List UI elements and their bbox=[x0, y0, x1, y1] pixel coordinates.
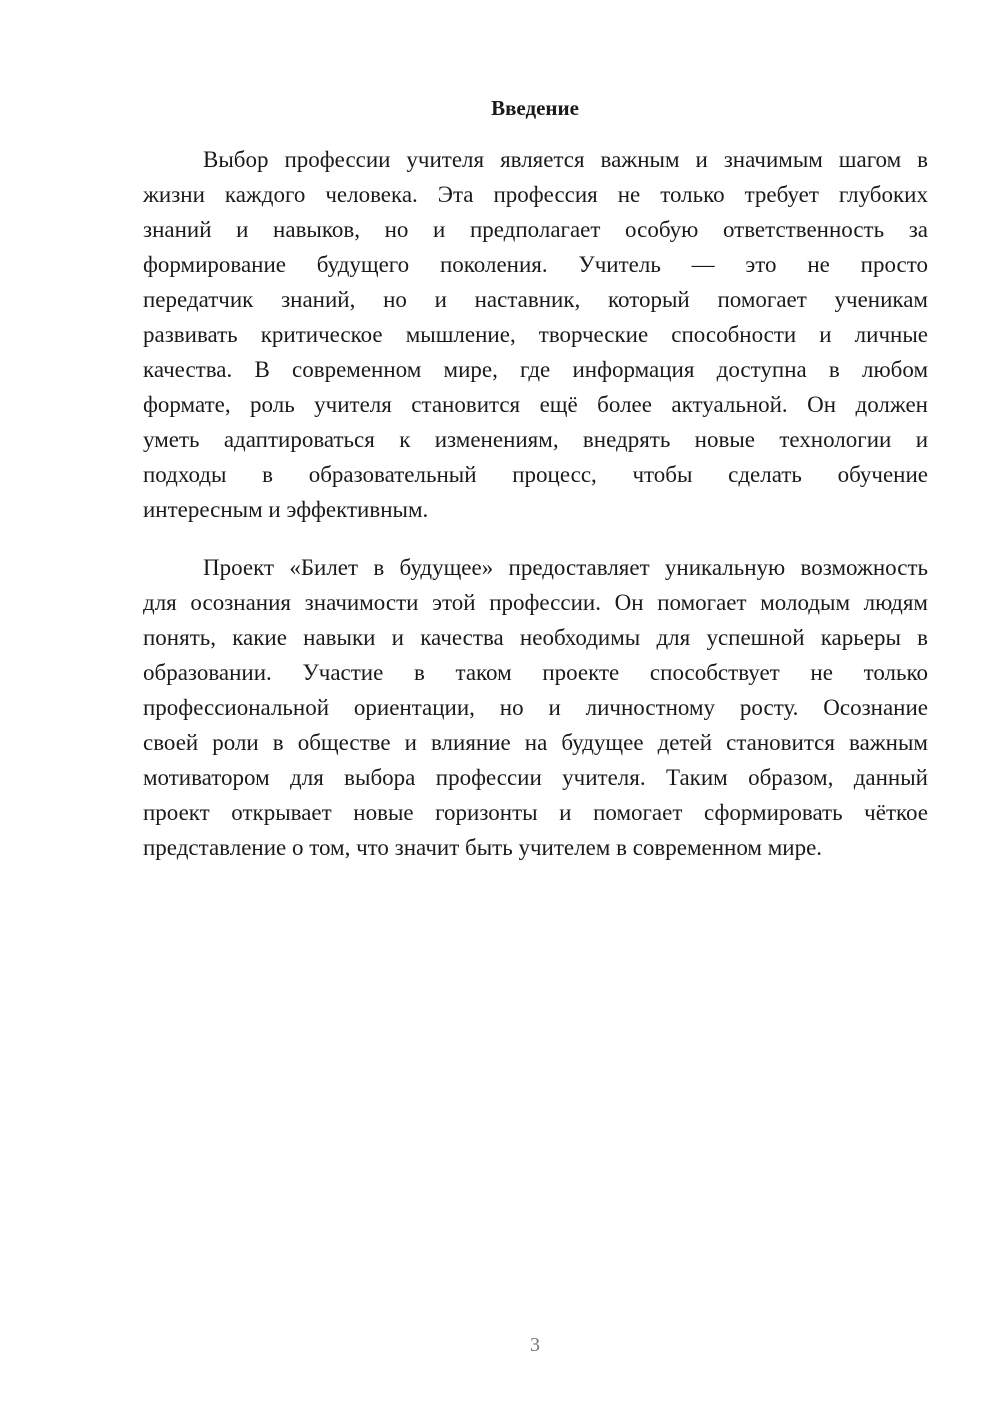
text-line: формате, роль учителя становится ещё более актуальной. Он должен bbox=[143, 392, 928, 417]
text-line: своей роли в обществе и влияние на будущее детей становится важным bbox=[143, 730, 928, 755]
text-line: развивать критическое мышление, творческие способности и личные bbox=[143, 322, 928, 347]
section-heading: Введение bbox=[491, 96, 579, 120]
text-line: жизни каждого человека. Эта профессия не только требует глубоких bbox=[143, 182, 928, 207]
text-line: понять, какие навыки и качества необходимы для успешной карьеры в bbox=[143, 625, 928, 650]
text-line: Выбор профессии учителя является важным и значимым шагом в bbox=[203, 147, 928, 172]
text-line: для осознания значимости этой профессии. Он помогает молодым людям bbox=[143, 590, 928, 615]
text-line: мотиватором для выбора профессии учителя. Таким образом, данный bbox=[143, 765, 928, 790]
text-line: качества. В современном мире, где информация доступна в любом bbox=[143, 357, 928, 382]
text-line: интересным и эффективным. bbox=[143, 497, 429, 522]
text-line: проект открывает новые горизонты и помогает сформировать чёткое bbox=[143, 800, 928, 825]
text-line: профессиональной ориентации, но и личностному росту. Осознание bbox=[143, 695, 928, 720]
paragraph-1 bbox=[143, 142, 928, 527]
text-line: передатчик знаний, но и наставник, который помогает ученикам bbox=[143, 287, 928, 312]
text-line: подходы в образовательный процесс, чтобы сделать обучение bbox=[143, 462, 928, 487]
text-line: формирование будущего поколения. Учитель — это не просто bbox=[143, 252, 928, 277]
text-line: знаний и навыков, но и предполагает особую ответственность за bbox=[143, 217, 928, 242]
paragraph-2 bbox=[143, 550, 928, 865]
text-line: Проект «Билет в будущее» предоставляет уникальную возможность bbox=[203, 555, 928, 580]
text-line: образовании. Участие в таком проекте способствует не только bbox=[143, 660, 928, 685]
text-line: уметь адаптироваться к изменениям, внедрять новые технологии и bbox=[143, 427, 928, 452]
text-line: представление о том, что значит быть учителем в современном мире. bbox=[143, 835, 823, 860]
page-number: 3 bbox=[530, 1334, 540, 1356]
